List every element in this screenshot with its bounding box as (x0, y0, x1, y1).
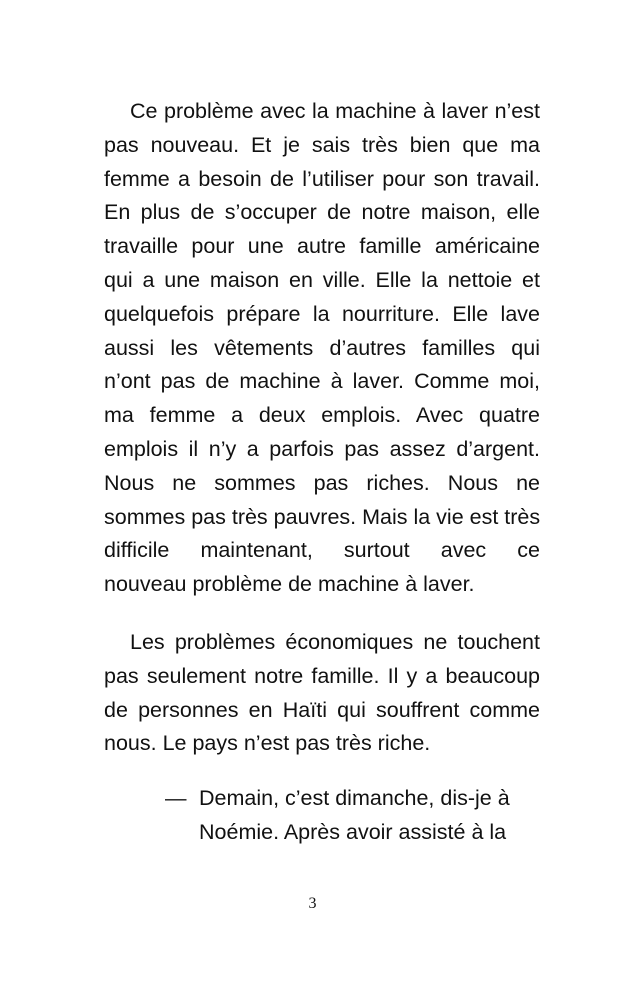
text-line: pas nouveau. Et je sais très bien que ma (104, 132, 540, 157)
page-number: 3 (308, 895, 317, 912)
dialogue-paragraph (165, 782, 545, 850)
text-line: emplois il n’y a parfois pas assez d’argent. (104, 436, 540, 461)
em-dash: — (165, 786, 187, 810)
paragraph-1 (104, 95, 540, 602)
text-line: nouveau problème de machine à laver. (104, 572, 475, 597)
text-line: ma femme a deux emplois. Avec quatre (104, 403, 540, 428)
text-line: En plus de s’occuper de notre maison, elle (104, 200, 540, 225)
paragraph-2 (104, 626, 540, 761)
text-line: sommes pas très pauvres. Mais la vie est très (104, 504, 541, 529)
text-line: femme a besoin de l’utiliser pour son travail. (104, 166, 540, 191)
dialogue-line: Demain, c’est dimanche, dis-je à (199, 786, 510, 810)
text-line: Ce problème avec la machine à laver n’est (130, 99, 540, 123)
text-line: pas seulement notre famille. Il y a beaucoup (104, 663, 540, 688)
text-line: qui a une maison en ville. Elle la nettoie et (104, 267, 540, 292)
dialogue-line: Noémie. Après avoir assisté à la (199, 819, 507, 844)
text-line: nous. Le pays n’est pas très riche. (104, 731, 431, 756)
text-line: Nous ne sommes pas riches. Nous ne (104, 470, 540, 495)
text-line: Les problèmes économiques ne touchent (130, 630, 540, 654)
text-line: n’ont pas de machine à laver. Comme moi, (104, 369, 540, 394)
text-line: difficile maintenant, surtout avec ce (104, 538, 540, 563)
text-line: travaille pour une autre famille américaine (104, 234, 540, 259)
text-line: aussi les vêtements d’autres familles qui (104, 335, 540, 360)
text-line: de personnes en Haïti qui souffrent comme (104, 697, 540, 722)
text-line: quelquefois prépare la nourriture. Elle lave (104, 301, 540, 326)
